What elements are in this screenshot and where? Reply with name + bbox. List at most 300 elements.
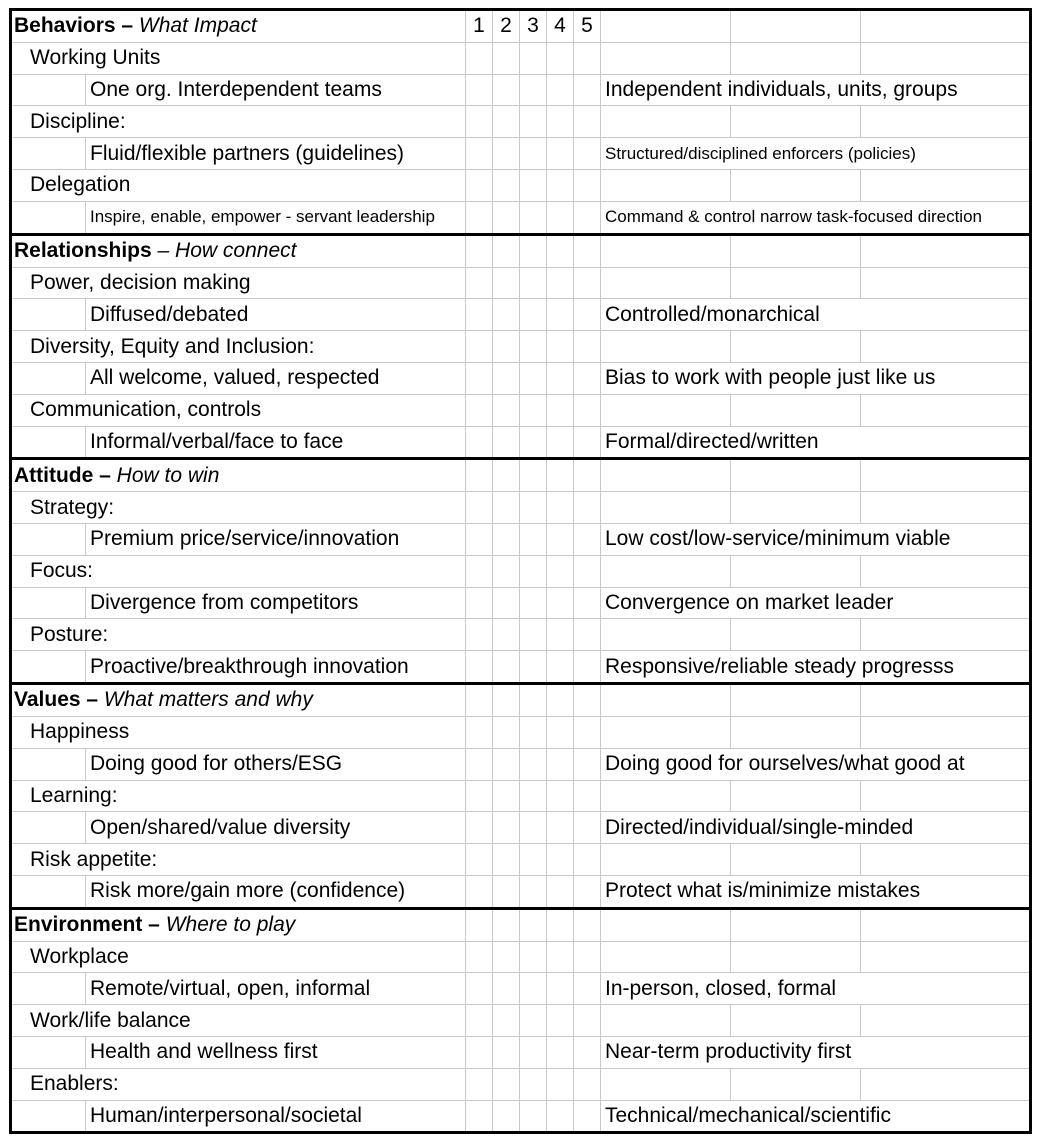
rating-cell[interactable] xyxy=(520,1005,547,1037)
empty-cell xyxy=(731,555,861,587)
rating-cell[interactable] xyxy=(547,234,574,267)
rating-cell[interactable] xyxy=(574,459,601,492)
section-title-italic: What Impact xyxy=(138,14,257,38)
rating-cell[interactable] xyxy=(520,362,547,394)
rating-cell[interactable] xyxy=(547,716,574,748)
rating-cell[interactable] xyxy=(520,941,547,973)
empty-cell xyxy=(731,170,861,202)
dimension-category: Learning: xyxy=(11,780,466,812)
right-pole-label: In-person, closed, formal xyxy=(601,973,1031,1005)
rating-cell[interactable] xyxy=(466,1037,493,1069)
empty-cell xyxy=(731,684,861,717)
category-row xyxy=(11,619,1031,651)
rating-cell[interactable] xyxy=(520,684,547,717)
category-row xyxy=(11,394,1031,426)
empty-cell xyxy=(861,42,1031,74)
rating-cell[interactable] xyxy=(493,748,520,780)
rating-cell[interactable] xyxy=(520,555,547,587)
section-title-italic: – How connect xyxy=(157,239,297,263)
rating-cell[interactable] xyxy=(574,201,601,234)
rating-cell[interactable] xyxy=(547,844,574,876)
rating-cell[interactable] xyxy=(547,42,574,74)
rating-cell[interactable] xyxy=(493,492,520,524)
rating-cell[interactable] xyxy=(493,170,520,202)
rating-cell[interactable] xyxy=(466,1005,493,1037)
right-pole-label: Low cost/low-service/minimum viable xyxy=(601,524,1031,556)
rating-cell[interactable] xyxy=(520,619,547,651)
empty-cell xyxy=(861,10,1031,43)
dimension-row xyxy=(11,74,1031,106)
rating-cell[interactable] xyxy=(574,684,601,717)
rating-cell[interactable] xyxy=(547,362,574,394)
rating-cell[interactable] xyxy=(520,426,547,459)
section-header-row xyxy=(11,908,1031,941)
rating-cell[interactable] xyxy=(547,331,574,363)
rating-cell[interactable] xyxy=(493,555,520,587)
rating-cell[interactable] xyxy=(547,267,574,299)
category-row xyxy=(11,267,1031,299)
rating-cell[interactable] xyxy=(493,459,520,492)
indent-cell xyxy=(11,299,86,331)
section-title xyxy=(11,684,466,717)
empty-cell xyxy=(731,1005,861,1037)
empty-cell xyxy=(601,106,731,138)
rating-cell[interactable] xyxy=(520,973,547,1005)
right-pole-label: Independent individuals, units, groups xyxy=(601,74,1031,106)
left-pole-label: Human/interpersonal/societal xyxy=(86,1100,466,1133)
rating-cell[interactable] xyxy=(547,555,574,587)
rating-cell[interactable] xyxy=(520,524,547,556)
rating-cell[interactable] xyxy=(466,234,493,267)
rating-cell[interactable] xyxy=(493,651,520,684)
indent-cell xyxy=(11,74,86,106)
rating-cell[interactable] xyxy=(520,42,547,74)
right-pole-label: Near-term productivity first xyxy=(601,1037,1031,1069)
section-title xyxy=(11,234,466,267)
rating-cell[interactable] xyxy=(493,875,520,908)
rating-cell[interactable] xyxy=(547,492,574,524)
rating-cell[interactable] xyxy=(466,651,493,684)
empty-cell xyxy=(861,684,1031,717)
right-pole-label: Structured/disciplined enforcers (policies) xyxy=(601,138,1031,170)
dimension-row xyxy=(11,875,1031,908)
rating-cell[interactable] xyxy=(466,812,493,844)
section-title-bold: Relationships xyxy=(14,239,152,263)
rating-cell[interactable] xyxy=(547,619,574,651)
indent-cell xyxy=(11,812,86,844)
left-pole-label: Remote/virtual, open, informal xyxy=(86,973,466,1005)
category-row xyxy=(11,42,1031,74)
empty-cell xyxy=(861,234,1031,267)
rating-cell[interactable] xyxy=(520,844,547,876)
dimension-category: Communication, controls xyxy=(11,394,466,426)
rating-cell[interactable] xyxy=(493,42,520,74)
empty-cell xyxy=(731,908,861,941)
rating-cell[interactable] xyxy=(547,524,574,556)
section-header-row xyxy=(11,684,1031,717)
rating-cell[interactable] xyxy=(466,362,493,394)
category-row xyxy=(11,716,1031,748)
empty-cell xyxy=(731,234,861,267)
rating-cell[interactable] xyxy=(466,106,493,138)
rating-cell[interactable] xyxy=(466,587,493,619)
rating-cell[interactable] xyxy=(574,138,601,170)
right-pole-label: Bias to work with people just like us xyxy=(601,362,1031,394)
rating-cell[interactable] xyxy=(574,780,601,812)
rating-cell[interactable] xyxy=(574,812,601,844)
rating-cell[interactable] xyxy=(466,138,493,170)
dimension-row xyxy=(11,651,1031,684)
left-pole-label: Open/shared/value diversity xyxy=(86,812,466,844)
rating-cell[interactable] xyxy=(466,973,493,1005)
rating-cell[interactable] xyxy=(493,1005,520,1037)
indent-cell xyxy=(11,1100,86,1133)
rating-cell[interactable] xyxy=(493,1068,520,1100)
empty-cell xyxy=(601,1005,731,1037)
section-title-bold: Values – xyxy=(14,688,99,712)
right-pole-label: Responsive/reliable steady progresss xyxy=(601,651,1031,684)
rating-cell[interactable] xyxy=(574,74,601,106)
category-row xyxy=(11,844,1031,876)
rating-cell[interactable] xyxy=(493,426,520,459)
empty-cell xyxy=(601,780,731,812)
empty-cell xyxy=(731,331,861,363)
rating-cell[interactable] xyxy=(574,331,601,363)
empty-cell xyxy=(601,619,731,651)
rating-cell[interactable] xyxy=(547,780,574,812)
section-title xyxy=(11,908,466,941)
rating-cell[interactable] xyxy=(493,331,520,363)
indent-cell xyxy=(11,426,86,459)
empty-cell xyxy=(731,716,861,748)
dimension-row xyxy=(11,1100,1031,1133)
empty-cell xyxy=(601,941,731,973)
rating-cell[interactable] xyxy=(520,1068,547,1100)
empty-cell xyxy=(861,170,1031,202)
rating-cell[interactable] xyxy=(493,267,520,299)
right-pole-label: Directed/individual/single-minded xyxy=(601,812,1031,844)
dimension-category: Diversity, Equity and Inclusion: xyxy=(11,331,466,363)
rating-cell[interactable] xyxy=(574,844,601,876)
rating-cell[interactable] xyxy=(466,875,493,908)
rating-cell[interactable] xyxy=(574,42,601,74)
rating-cell[interactable] xyxy=(574,973,601,1005)
empty-cell xyxy=(601,716,731,748)
empty-cell xyxy=(731,492,861,524)
empty-cell xyxy=(601,492,731,524)
empty-cell xyxy=(731,941,861,973)
rating-cell[interactable] xyxy=(520,780,547,812)
category-row xyxy=(11,1005,1031,1037)
rating-cell[interactable] xyxy=(574,748,601,780)
rating-cell[interactable] xyxy=(493,941,520,973)
section-title xyxy=(11,459,466,492)
rating-cell[interactable] xyxy=(493,394,520,426)
rating-cell[interactable] xyxy=(466,267,493,299)
rating-cell[interactable] xyxy=(520,716,547,748)
rating-cell[interactable] xyxy=(547,426,574,459)
rating-cell[interactable] xyxy=(466,1100,493,1133)
empty-cell xyxy=(861,908,1031,941)
rating-cell[interactable] xyxy=(547,875,574,908)
dimension-row xyxy=(11,973,1031,1005)
right-pole-label: Protect what is/minimize mistakes xyxy=(601,875,1031,908)
rating-cell[interactable] xyxy=(493,908,520,941)
empty-cell xyxy=(861,459,1031,492)
rating-cell[interactable] xyxy=(466,394,493,426)
left-pole-label: Proactive/breakthrough innovation xyxy=(86,651,466,684)
rating-cell[interactable] xyxy=(466,331,493,363)
left-pole-label: Inspire, enable, empower - servant leadership xyxy=(86,201,466,234)
rating-cell[interactable] xyxy=(547,299,574,331)
rating-cell[interactable] xyxy=(574,651,601,684)
empty-cell xyxy=(601,1068,731,1100)
left-pole-label: Premium price/service/innovation xyxy=(86,524,466,556)
indent-cell xyxy=(11,587,86,619)
empty-cell xyxy=(861,492,1031,524)
rating-cell[interactable] xyxy=(466,170,493,202)
rating-cell[interactable] xyxy=(574,908,601,941)
category-row xyxy=(11,555,1031,587)
rating-cell[interactable] xyxy=(547,1100,574,1133)
rating-cell[interactable] xyxy=(547,394,574,426)
category-row xyxy=(11,1068,1031,1100)
rating-cell[interactable] xyxy=(547,459,574,492)
indent-cell xyxy=(11,973,86,1005)
empty-cell xyxy=(601,331,731,363)
rating-cell[interactable] xyxy=(520,234,547,267)
rating-cell[interactable] xyxy=(493,201,520,234)
rating-cell[interactable] xyxy=(574,716,601,748)
dimension-category: Posture: xyxy=(11,619,466,651)
empty-cell xyxy=(861,1005,1031,1037)
rating-cell[interactable] xyxy=(574,426,601,459)
dimension-row xyxy=(11,138,1031,170)
section-title-bold: Attitude – xyxy=(14,463,111,487)
rating-cell[interactable] xyxy=(547,170,574,202)
right-pole-label: Formal/directed/written xyxy=(601,426,1031,459)
rating-cell[interactable] xyxy=(574,234,601,267)
rating-cell[interactable] xyxy=(574,492,601,524)
rating-cell[interactable] xyxy=(520,459,547,492)
rating-cell[interactable] xyxy=(466,492,493,524)
rating-cell[interactable] xyxy=(547,1037,574,1069)
rating-cell[interactable] xyxy=(520,492,547,524)
rating-cell[interactable] xyxy=(547,973,574,1005)
empty-cell xyxy=(601,684,731,717)
dimension-row xyxy=(11,748,1031,780)
empty-cell xyxy=(861,844,1031,876)
left-pole-label: Diffused/debated xyxy=(86,299,466,331)
empty-cell xyxy=(731,459,861,492)
rating-cell[interactable] xyxy=(520,394,547,426)
rating-cell[interactable] xyxy=(547,812,574,844)
rating-cell[interactable] xyxy=(520,267,547,299)
rating-cell[interactable] xyxy=(520,201,547,234)
rating-cell[interactable] xyxy=(520,331,547,363)
rating-cell[interactable] xyxy=(520,170,547,202)
empty-cell xyxy=(861,106,1031,138)
rating-cell[interactable] xyxy=(547,684,574,717)
dimension-category: Strategy: xyxy=(11,492,466,524)
rating-cell[interactable] xyxy=(574,106,601,138)
rating-cell[interactable] xyxy=(493,780,520,812)
rating-cell[interactable] xyxy=(547,651,574,684)
rating-cell[interactable] xyxy=(493,844,520,876)
rating-cell[interactable] xyxy=(493,684,520,717)
rating-cell[interactable] xyxy=(520,812,547,844)
rating-cell[interactable] xyxy=(574,1100,601,1133)
empty-cell xyxy=(601,170,731,202)
rating-cell[interactable] xyxy=(574,941,601,973)
rating-cell[interactable] xyxy=(520,908,547,941)
rating-cell[interactable] xyxy=(520,587,547,619)
rating-cell[interactable] xyxy=(466,42,493,74)
rating-cell[interactable] xyxy=(520,1037,547,1069)
rating-cell[interactable] xyxy=(520,106,547,138)
rating-cell[interactable] xyxy=(493,234,520,267)
left-pole-label: One org. Interdependent teams xyxy=(86,74,466,106)
scale-header-1: 1 xyxy=(466,10,493,43)
rating-cell[interactable] xyxy=(466,908,493,941)
empty-cell xyxy=(731,780,861,812)
rating-cell[interactable] xyxy=(547,1068,574,1100)
category-row xyxy=(11,941,1031,973)
indent-cell xyxy=(11,748,86,780)
rating-cell[interactable] xyxy=(547,587,574,619)
rating-cell[interactable] xyxy=(466,201,493,234)
rating-cell[interactable] xyxy=(493,524,520,556)
dimension-category: Delegation xyxy=(11,170,466,202)
rating-cell[interactable] xyxy=(547,138,574,170)
rating-cell[interactable] xyxy=(520,299,547,331)
rating-cell[interactable] xyxy=(466,459,493,492)
right-pole-label: Doing good for ourselves/what good at xyxy=(601,748,1031,780)
rating-cell[interactable] xyxy=(493,299,520,331)
rating-cell[interactable] xyxy=(574,299,601,331)
rating-cell[interactable] xyxy=(547,941,574,973)
rating-cell[interactable] xyxy=(547,748,574,780)
rating-cell[interactable] xyxy=(466,1068,493,1100)
empty-cell xyxy=(601,234,731,267)
indent-cell xyxy=(11,201,86,234)
section-title-bold: Environment – xyxy=(14,913,160,937)
rating-cell[interactable] xyxy=(547,106,574,138)
empty-cell xyxy=(861,331,1031,363)
right-pole-label: Command & control narrow task-focused direction xyxy=(601,201,1031,234)
rating-cell[interactable] xyxy=(547,1005,574,1037)
rating-cell[interactable] xyxy=(547,908,574,941)
dimension-category: Focus: xyxy=(11,555,466,587)
empty-cell xyxy=(601,10,731,43)
rating-cell[interactable] xyxy=(574,1037,601,1069)
scale-header-2: 2 xyxy=(493,10,520,43)
rating-cell[interactable] xyxy=(493,74,520,106)
rating-cell[interactable] xyxy=(574,170,601,202)
rating-cell[interactable] xyxy=(493,716,520,748)
left-pole-label: Informal/verbal/face to face xyxy=(86,426,466,459)
rating-cell[interactable] xyxy=(520,875,547,908)
indent-cell xyxy=(11,524,86,556)
rating-cell[interactable] xyxy=(493,973,520,1005)
left-pole-label: Fluid/flexible partners (guidelines) xyxy=(86,138,466,170)
rating-cell[interactable] xyxy=(574,875,601,908)
rating-cell[interactable] xyxy=(574,1068,601,1100)
rating-cell[interactable] xyxy=(466,684,493,717)
rating-cell[interactable] xyxy=(466,941,493,973)
empty-cell xyxy=(861,780,1031,812)
rating-cell[interactable] xyxy=(466,524,493,556)
dimension-row xyxy=(11,587,1031,619)
rating-cell[interactable] xyxy=(466,74,493,106)
rating-cell[interactable] xyxy=(520,74,547,106)
rating-cell[interactable] xyxy=(493,1037,520,1069)
rating-cell[interactable] xyxy=(520,748,547,780)
rating-cell[interactable] xyxy=(493,619,520,651)
empty-cell xyxy=(731,42,861,74)
empty-cell xyxy=(601,908,731,941)
rating-cell[interactable] xyxy=(574,1005,601,1037)
rating-cell[interactable] xyxy=(574,362,601,394)
rating-cell[interactable] xyxy=(574,619,601,651)
rating-cell[interactable] xyxy=(547,201,574,234)
rating-cell[interactable] xyxy=(520,651,547,684)
rating-cell[interactable] xyxy=(520,1100,547,1133)
rating-cell[interactable] xyxy=(520,138,547,170)
empty-cell xyxy=(861,716,1031,748)
rating-cell[interactable] xyxy=(466,780,493,812)
rating-cell[interactable] xyxy=(466,716,493,748)
dimension-category: Work/life balance xyxy=(11,1005,466,1037)
section-title xyxy=(11,10,466,43)
rating-cell[interactable] xyxy=(574,587,601,619)
category-row xyxy=(11,331,1031,363)
rating-cell[interactable] xyxy=(574,394,601,426)
rating-cell[interactable] xyxy=(466,555,493,587)
rating-cell[interactable] xyxy=(493,106,520,138)
rating-cell[interactable] xyxy=(493,812,520,844)
rating-cell[interactable] xyxy=(493,1100,520,1133)
rating-cell[interactable] xyxy=(466,299,493,331)
empty-cell xyxy=(601,459,731,492)
rating-cell[interactable] xyxy=(493,138,520,170)
rating-cell[interactable] xyxy=(466,748,493,780)
dimension-row xyxy=(11,362,1031,394)
rating-cell[interactable] xyxy=(574,555,601,587)
rating-cell[interactable] xyxy=(574,267,601,299)
section-title-italic: Where to play xyxy=(165,913,296,937)
category-row xyxy=(11,170,1031,202)
empty-cell xyxy=(601,555,731,587)
rating-cell[interactable] xyxy=(466,844,493,876)
rating-cell[interactable] xyxy=(493,587,520,619)
rating-cell[interactable] xyxy=(547,74,574,106)
scale-header-4: 4 xyxy=(547,10,574,43)
rating-cell[interactable] xyxy=(466,619,493,651)
rating-cell[interactable] xyxy=(493,362,520,394)
rating-cell[interactable] xyxy=(574,524,601,556)
dimension-category: Working Units xyxy=(11,42,466,74)
dimension-category: Power, decision making xyxy=(11,267,466,299)
rating-cell[interactable] xyxy=(466,426,493,459)
empty-cell xyxy=(731,267,861,299)
indent-cell xyxy=(11,651,86,684)
dimension-row xyxy=(11,812,1031,844)
empty-cell xyxy=(731,844,861,876)
empty-cell xyxy=(731,1068,861,1100)
right-pole-label: Controlled/monarchical xyxy=(601,299,1031,331)
empty-cell xyxy=(861,555,1031,587)
